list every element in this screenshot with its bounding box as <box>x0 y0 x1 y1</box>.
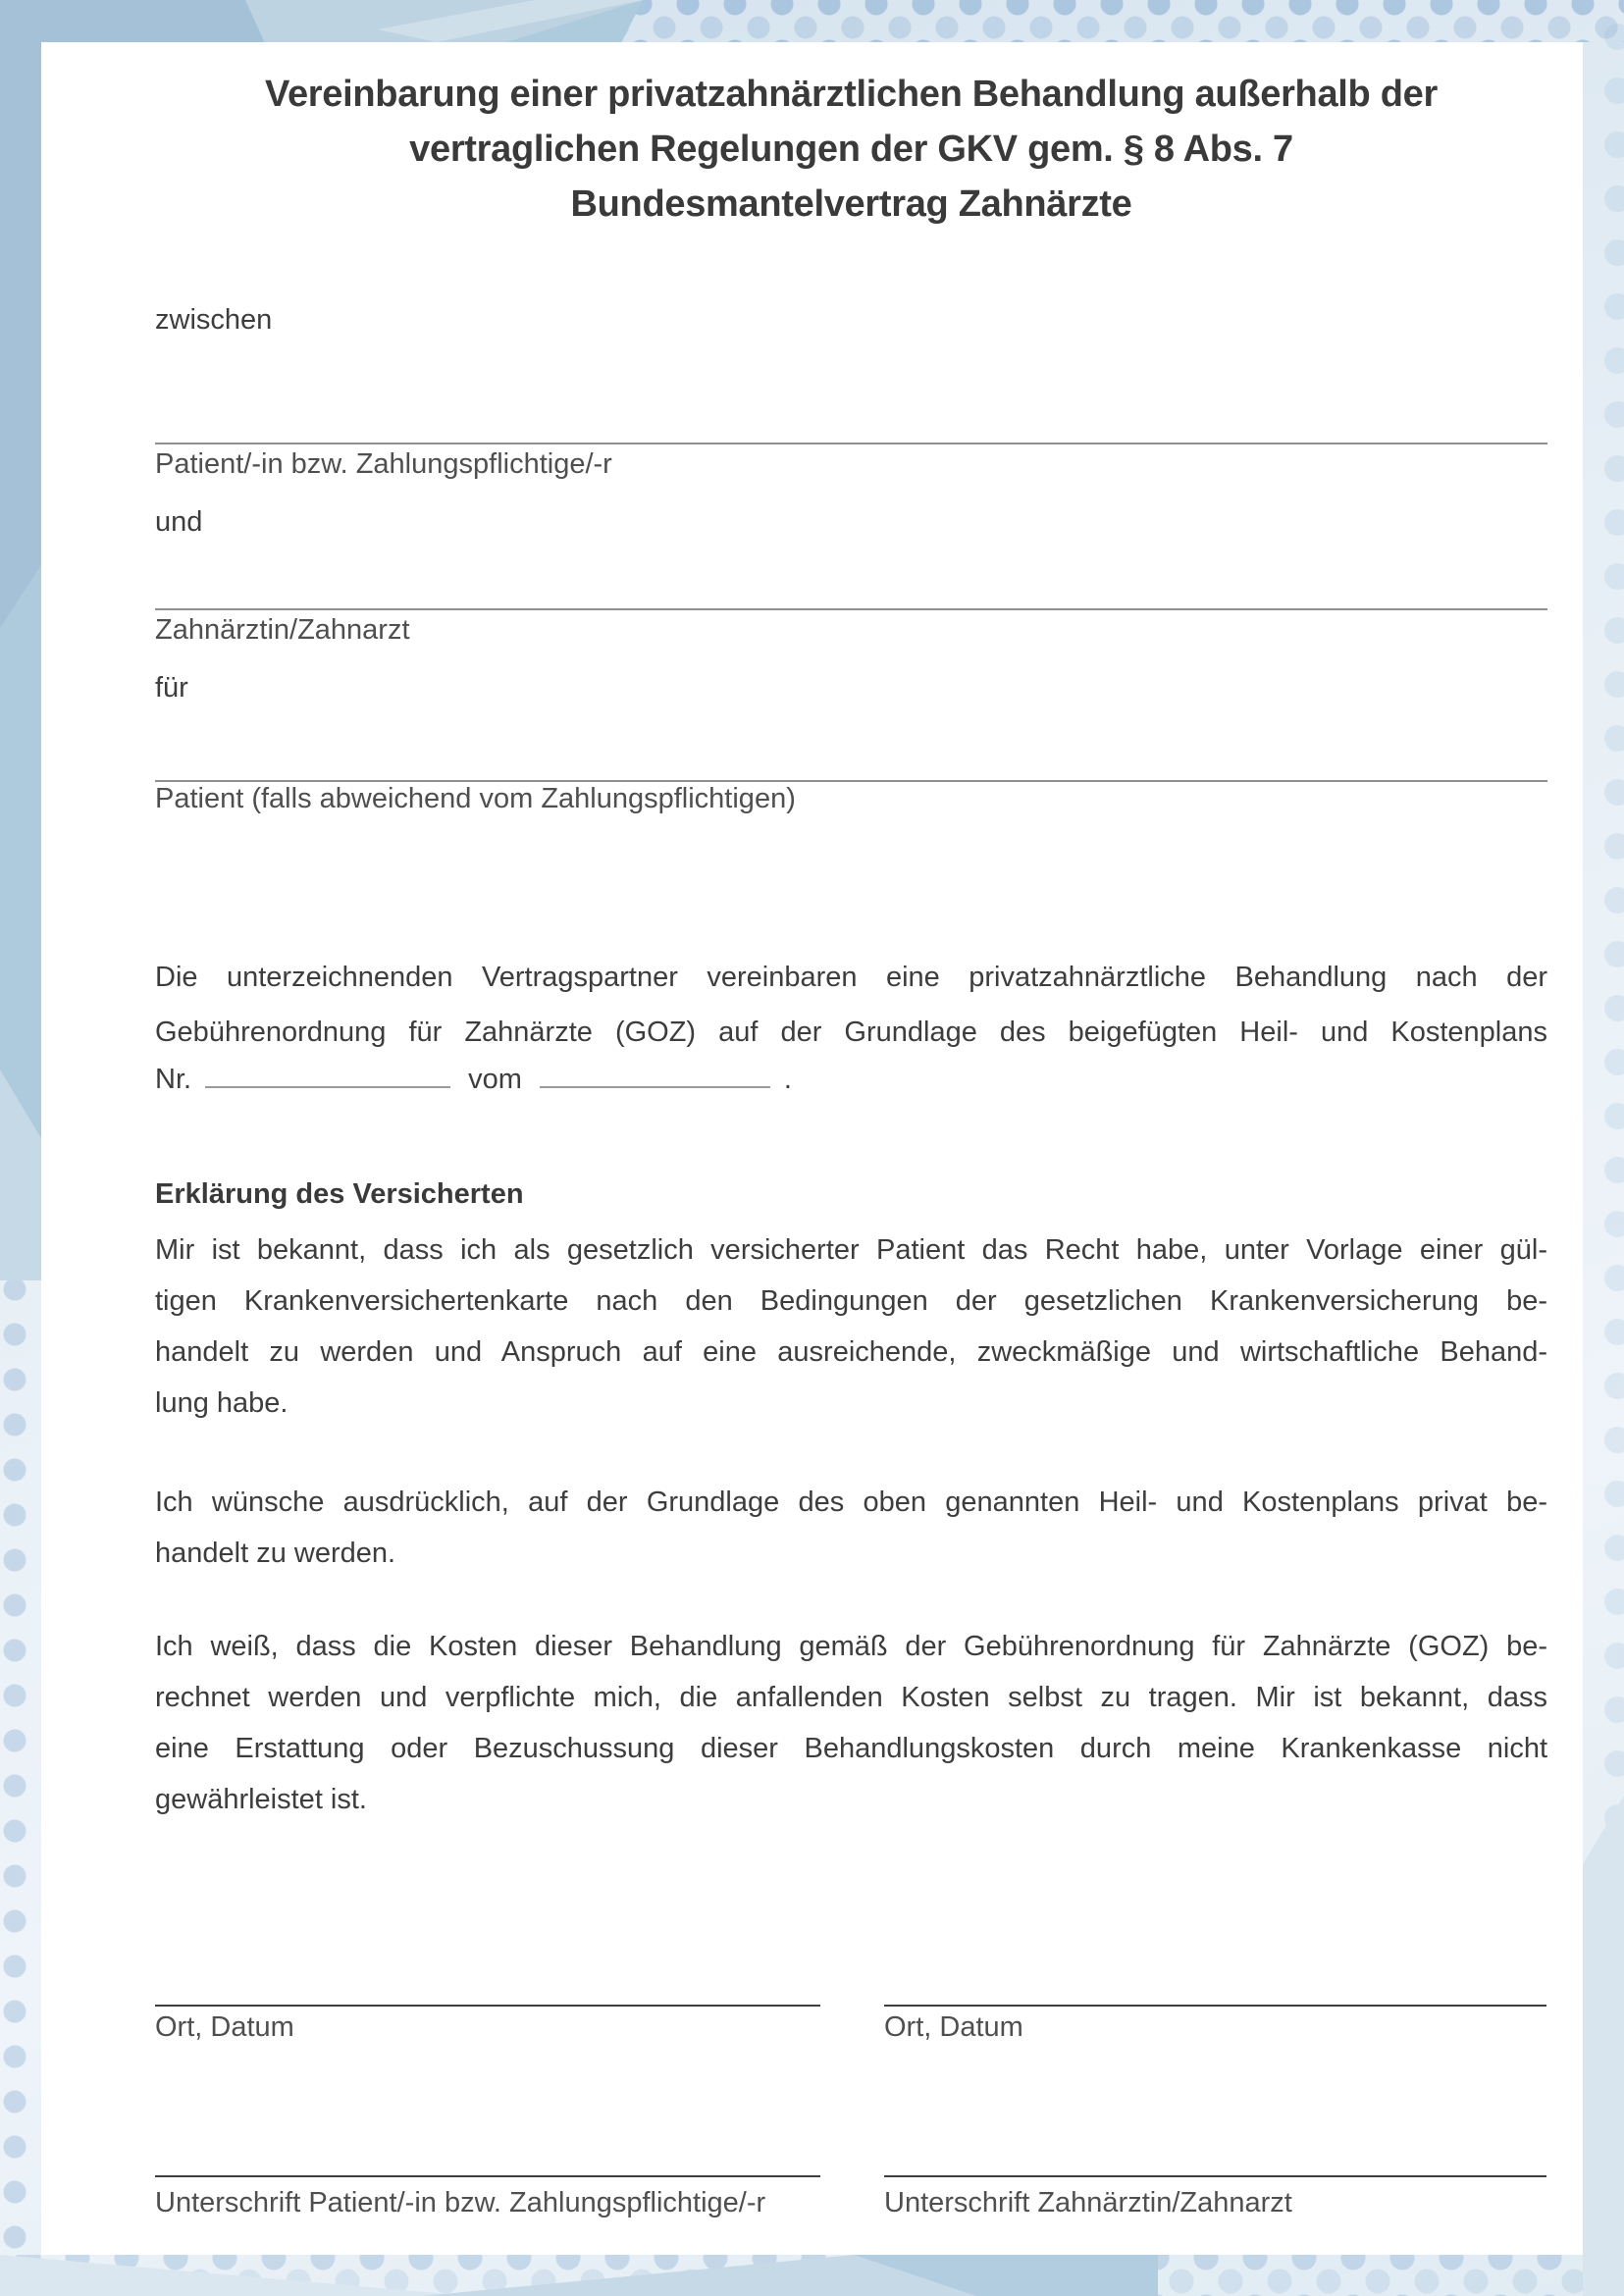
form-title-line-1: Vereinbarung einer privatzahnärztlichen Behandlung außerhalb der <box>265 74 1438 115</box>
declaration-paragraph-2 <box>155 1477 1547 1579</box>
form-page <box>41 42 1583 2255</box>
agreement-line-2: Gebührenordnung für Zahnärzte (GOZ) auf der Grundlage des beigefügten Heil- und Kostenplans <box>155 1017 1547 1048</box>
declaration-p1-line-1: Mir ist bekannt, dass ich als gesetzlich versicherter Patient das Recht habe, unter Vorlage einer gül- <box>155 1234 1547 1266</box>
patient-name-field-line[interactable] <box>155 780 1547 782</box>
patient-field-label: Patient (falls abweichend vom Zahlungspflichtigen) <box>155 783 796 814</box>
declaration-p1-line-3: handelt zu werden und Anspruch auf eine ausreichende, zweckmäßige und wirtschaftliche Behand- <box>155 1336 1547 1368</box>
plan-date-label: vom <box>468 1064 522 1095</box>
plan-number-label: Nr. <box>155 1064 192 1095</box>
signature-dentist-label: Unterschrift Zahnärztin/Zahnarzt <box>884 2187 1292 2218</box>
payer-name-field-line[interactable] <box>155 443 1547 444</box>
payer-field-label: Patient/-in bzw. Zahlungspflichtige/-r <box>155 448 612 480</box>
and-label: und <box>155 506 203 538</box>
form-title-line-2: vertraglichen Regelungen der GKV gem. § 8 Abs. 7 <box>409 129 1293 170</box>
place-date-left-label: Ort, Datum <box>155 2011 294 2043</box>
for-label: für <box>155 672 188 704</box>
declaration-paragraph-3 <box>155 1621 1547 1825</box>
form-title <box>155 67 1547 232</box>
declaration-p3-line-1: Ich weiß, dass die Kosten dieser Behandlung gemäß der Gebührenordnung für Zahnärzte (GOZ) be- <box>155 1631 1547 1662</box>
agreement-line-1: Die unterzeichnenden Vertragspartner vereinbaren eine privatzahnärztliche Behandlung nach der <box>155 962 1547 993</box>
dentist-field-label: Zahnärztin/Zahnarzt <box>155 614 410 646</box>
signature-patient-label: Unterschrift Patient/-in bzw. Zahlungspflichtige/-r <box>155 2187 766 2218</box>
form-title-line-3: Bundesmantelvertrag Zahnärzte <box>570 183 1132 225</box>
declaration-paragraph-1 <box>155 1225 1547 1429</box>
declaration-heading: Erklärung des Versicherten <box>155 1178 524 1210</box>
agreement-paragraph <box>155 950 1547 1060</box>
declaration-p2-line-2: handelt zu werden. <box>155 1538 396 1569</box>
dentist-name-field-line[interactable] <box>155 608 1547 610</box>
place-date-right-label: Ort, Datum <box>884 2011 1023 2043</box>
declaration-p3-line-3: eine Erstattung oder Bezuschussung dieser Behandlungskosten durch meine Krankenkasse nicht <box>155 1733 1547 1764</box>
declaration-p3-line-4: gewährleistet ist. <box>155 1784 367 1815</box>
declaration-p1-line-4: lung habe. <box>155 1387 288 1419</box>
place-date-left-field-line[interactable] <box>155 2005 820 2007</box>
declaration-p2-line-1: Ich wünsche ausdrücklich, auf der Grundlage des oben genannten Heil- und Kostenplans privat be- <box>155 1487 1547 1518</box>
signature-dentist-field-line[interactable] <box>884 2175 1546 2177</box>
between-label: zwischen <box>155 304 273 336</box>
place-date-right-field-line[interactable] <box>884 2005 1546 2007</box>
plan-date-field[interactable] <box>540 1067 770 1088</box>
declaration-p1-line-2: tigen Krankenversichertenkarte nach den Bedingungen der gesetzlichen Krankenversicherung be- <box>155 1285 1547 1317</box>
declaration-p3-line-2: rechnet werden und verpflichte mich, die anfallenden Kosten selbst zu tragen. Mir ist bekannt, dass <box>155 1682 1547 1713</box>
signature-patient-field-line[interactable] <box>155 2175 820 2177</box>
plan-number-field[interactable] <box>205 1067 450 1088</box>
sentence-period: . <box>783 1064 792 1095</box>
plan-number-row <box>155 1064 1547 1096</box>
